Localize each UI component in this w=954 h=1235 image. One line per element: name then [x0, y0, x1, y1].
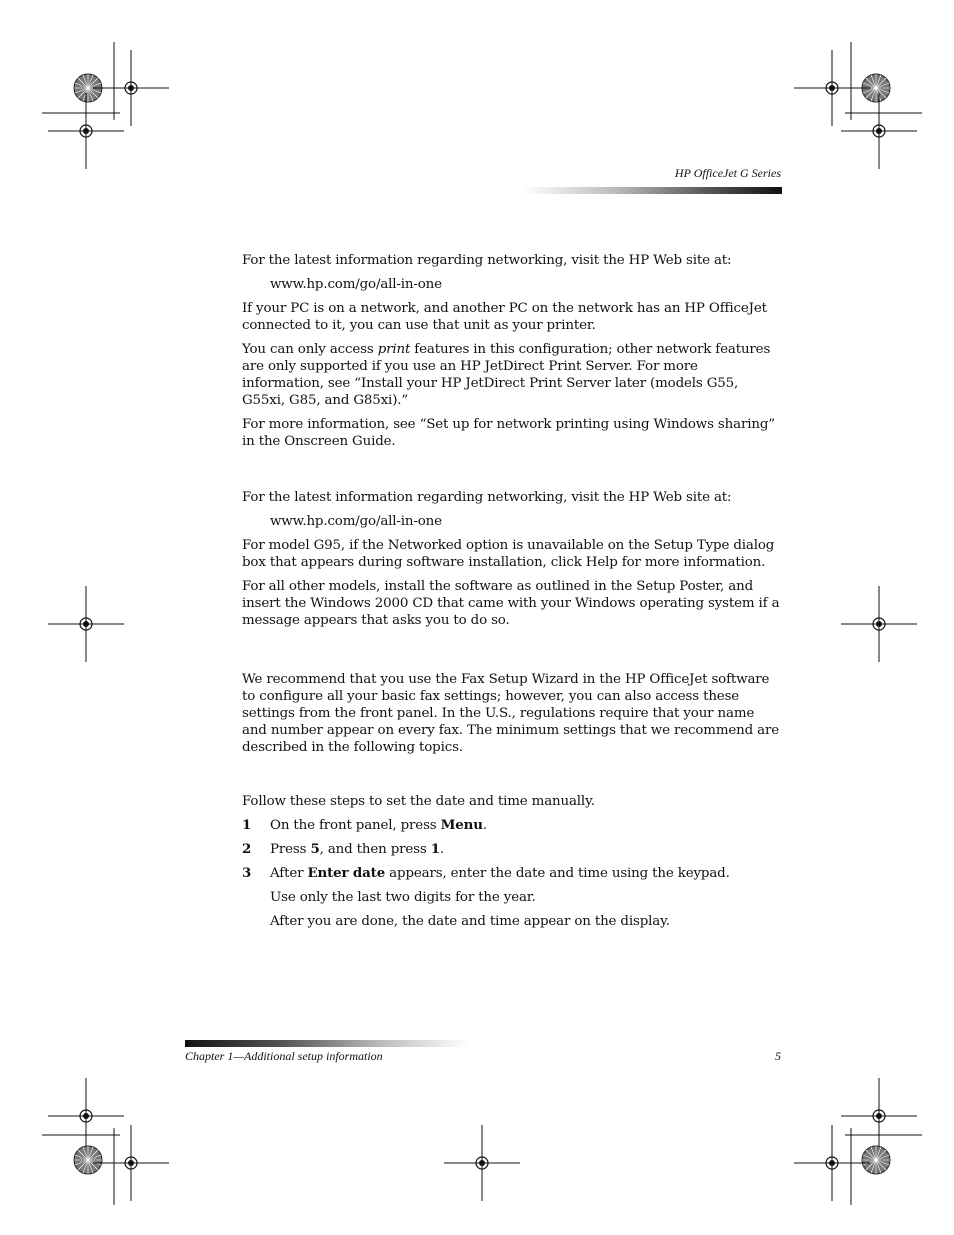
paragraph: For model G95, if the Networked option is unavailable on the Setup Type dialog box that appears during software installation, click Help for more information.	[242, 538, 775, 570]
text-run: After	[270, 866, 308, 881]
networking-section-2	[242, 489, 782, 629]
running-header-title: HP OfficeJet G Series	[674, 166, 781, 180]
crosshair-mark-icon	[841, 586, 917, 662]
crosshair-mark-icon	[48, 93, 124, 169]
paragraph: If your PC is on a network, and another PC on the network has an HP OfficeJet connected to it, you can use that unit as your printer.	[242, 301, 767, 333]
footer-chapter-title: Chapter 1—Additional setup information	[185, 1049, 383, 1063]
starburst-mark-icon	[862, 1146, 890, 1174]
text-run: You can only access	[242, 342, 378, 357]
starburst-mark-icon	[74, 1146, 102, 1174]
crosshair-mark-icon	[841, 1078, 917, 1154]
crosshair-mark-icon	[48, 586, 124, 662]
paragraph: For the latest information regarding networking, visit the HP Web site at:	[242, 253, 732, 268]
step-text	[270, 865, 782, 882]
step-2	[242, 841, 782, 858]
bold-text: 5	[310, 841, 320, 857]
step-number: 2	[242, 841, 252, 857]
crosshair-mark-icon	[841, 93, 917, 169]
crosshair-mark-icon	[93, 1125, 169, 1201]
paragraph: For all other models, install the software as outlined in the Setup Poster, and insert the Windows 2000 CD that came with your Windows operating system if a message appears that asks you to do so.	[242, 579, 780, 628]
paragraph	[242, 341, 782, 409]
paragraph: We recommend that you use the Fax Setup Wizard in the HP OfficeJet software to configure all your basic fax settings; however, you can also access these settings from the front panel. In the U.S., regulations require that your name and number appear on every fax. The minimum settings that we recommend are described in the following topics.	[242, 672, 780, 755]
emphasis-text: print	[377, 342, 411, 357]
crosshair-mark-icon	[794, 1125, 870, 1201]
footer-gradient-bar	[185, 1040, 468, 1047]
step-3	[242, 865, 782, 882]
paragraph: For the latest information regarding networking, visit the HP Web site at:	[242, 490, 732, 505]
text-run: features in this configuration; other network features are only supported if you use an HP JetDirect Print Server. For more information, see “Install your HP JetDirect Print Server later (models G55, G55xi, G85, and G85xi).”	[242, 342, 771, 408]
web-url: www.hp.com/go/all-in-one	[270, 514, 442, 529]
bold-text: Enter date	[307, 865, 386, 881]
step-number: 3	[242, 865, 252, 881]
crosshair-mark-icon	[93, 50, 169, 126]
crosshair-mark-icon	[444, 1125, 520, 1201]
crosshair-mark-icon	[48, 1078, 124, 1154]
text-run: appears, enter the date and time using the keypad.	[385, 866, 730, 881]
text-run: .	[439, 842, 444, 857]
step-1	[242, 817, 782, 834]
page-number: 5	[775, 1049, 781, 1063]
text-run: .	[482, 818, 487, 833]
date-time-section	[242, 793, 782, 930]
bold-text: 1	[430, 841, 440, 857]
header-gradient-bar	[522, 187, 782, 194]
fax-setup-section	[242, 671, 782, 756]
page-body	[242, 252, 782, 937]
text-run: On the front panel, press	[270, 818, 441, 833]
step-text	[270, 817, 782, 834]
paragraph: Follow these steps to set the date and time manually.	[242, 794, 595, 809]
bold-text: Menu	[440, 817, 483, 833]
crosshair-mark-icon	[794, 50, 870, 126]
step-number: 1	[242, 817, 252, 833]
text-run: Press	[270, 842, 311, 857]
paragraph: For more information, see “Set up for network printing using Windows sharing” in the Onscreen Guide.	[242, 417, 775, 449]
step-note: After you are done, the date and time appear on the display.	[270, 914, 670, 929]
text-run: , and then press	[319, 842, 431, 857]
step-note: Use only the last two digits for the year.	[270, 890, 536, 905]
step-text	[270, 841, 782, 858]
web-url: www.hp.com/go/all-in-one	[270, 277, 442, 292]
networking-section-1	[242, 252, 782, 450]
